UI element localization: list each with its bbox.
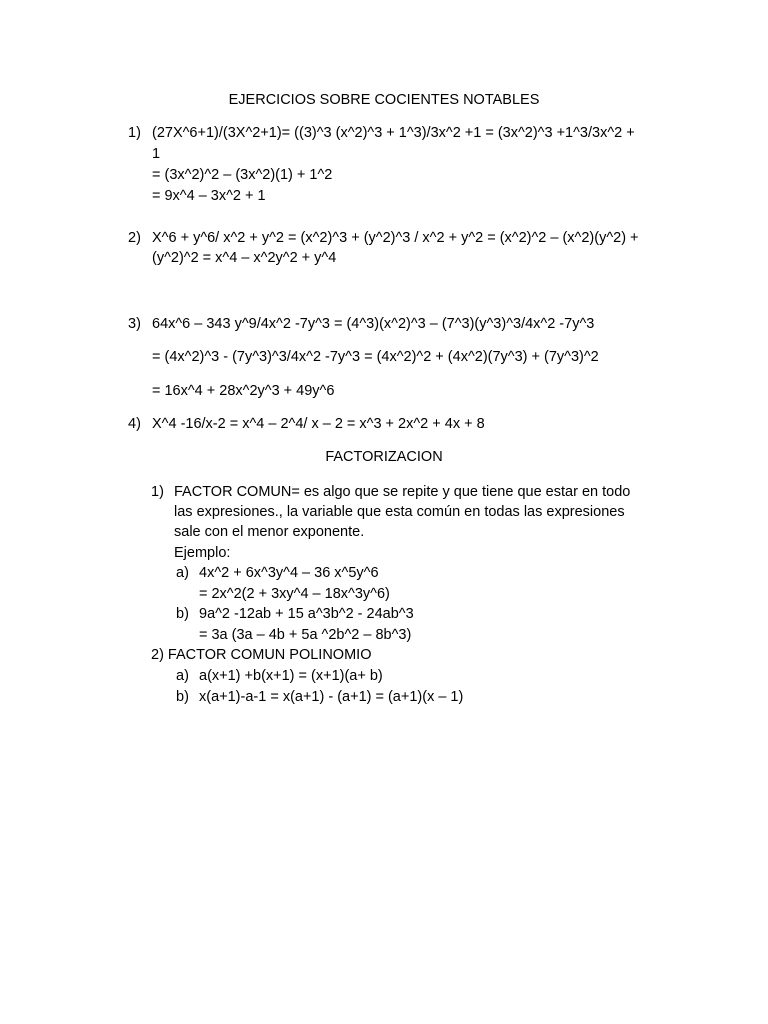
- exercise-3-line-2: = (4x^2)^3 - (7y^3)^3/4x^2 -7y^3 = (4x^2)^2 + (4x^2)(7y^3) + (7y^3)^2: [152, 349, 599, 365]
- exercise-1-line-3: = (3x^2)^2 – (3x^2)(1) + 1^2: [152, 167, 333, 183]
- section-title: FACTORIZACION: [325, 449, 443, 465]
- polinomio-a-label: a): [176, 668, 189, 684]
- example-a-line-2: = 2x^2(2 + 3xy^4 – 18x^3y^6): [199, 586, 390, 602]
- exercise-1-line-2: 1: [152, 146, 161, 162]
- exercise-3-line-3: = 16x^4 + 28x^2y^3 + 49y^6: [152, 383, 335, 399]
- exercise-2-line-1: X^6 + y^6/ x^2 + y^2 = (x^2)^3 + (y^2)^3 / x^2 + y^2 = (x^2)^2 – (x^2)(y^2) +: [152, 230, 639, 246]
- document-title: EJERCICIOS SOBRE COCIENTES NOTABLES: [228, 92, 540, 108]
- polinomio-b-label: b): [176, 689, 189, 705]
- polinomio-b-line-1: x(a+1)-a-1 = x(a+1) - (a+1) = (a+1)(x – 1): [199, 689, 464, 705]
- factor-comun-line-3: sale con el menor exponente.: [174, 524, 365, 540]
- example-a-line-1: 4x^2 + 6x^3y^4 – 36 x^5y^6: [199, 565, 379, 581]
- exercise-1-line-1: (27X^6+1)/(3X^2+1)= ((3)^3 (x^2)^3 + 1^3)/3x^2 +1 = (3x^2)^3 +1^3/3x^2 +: [152, 125, 635, 141]
- exercise-3-line-1: 64x^6 – 343 y^9/4x^2 -7y^3 = (4^3)(x^2)^3 – (7^3)(y^3)^3/4x^2 -7y^3: [152, 316, 595, 332]
- exercise-4-number: 4): [128, 416, 141, 432]
- polinomio-a-line-1: a(x+1) +b(x+1) = (x+1)(a+ b): [199, 668, 383, 684]
- exercise-3-number: 3): [128, 316, 141, 332]
- exercise-1-line-4: = 9x^4 – 3x^2 + 1: [152, 188, 266, 204]
- exercise-2-number: 2): [128, 230, 141, 246]
- example-a-label: a): [176, 565, 189, 581]
- factor-comun-number: 1): [151, 484, 164, 500]
- factor-polinomio-heading: 2) FACTOR COMUN POLINOMIO: [151, 647, 372, 663]
- example-b-line-1: 9a^2 -12ab + 15 a^3b^2 - 24ab^3: [199, 606, 414, 622]
- exercise-1-number: 1): [128, 125, 141, 141]
- ejemplo-label: Ejemplo:: [174, 545, 231, 561]
- example-b-line-2: = 3a (3a – 4b + 5a ^2b^2 – 8b^3): [199, 627, 412, 643]
- exercise-2-line-2: (y^2)^2 = x^4 – x^2y^2 + y^4: [152, 250, 337, 266]
- example-b-label: b): [176, 606, 189, 622]
- factor-comun-line-1: FACTOR COMUN= es algo que se repite y que tiene que estar en todo: [174, 484, 631, 500]
- exercise-4-line-1: X^4 -16/x-2 = x^4 – 2^4/ x – 2 = x^3 + 2x^2 + 4x + 8: [152, 416, 485, 432]
- factor-comun-line-2: las expresiones., la variable que esta común en todas las expresiones: [174, 504, 625, 520]
